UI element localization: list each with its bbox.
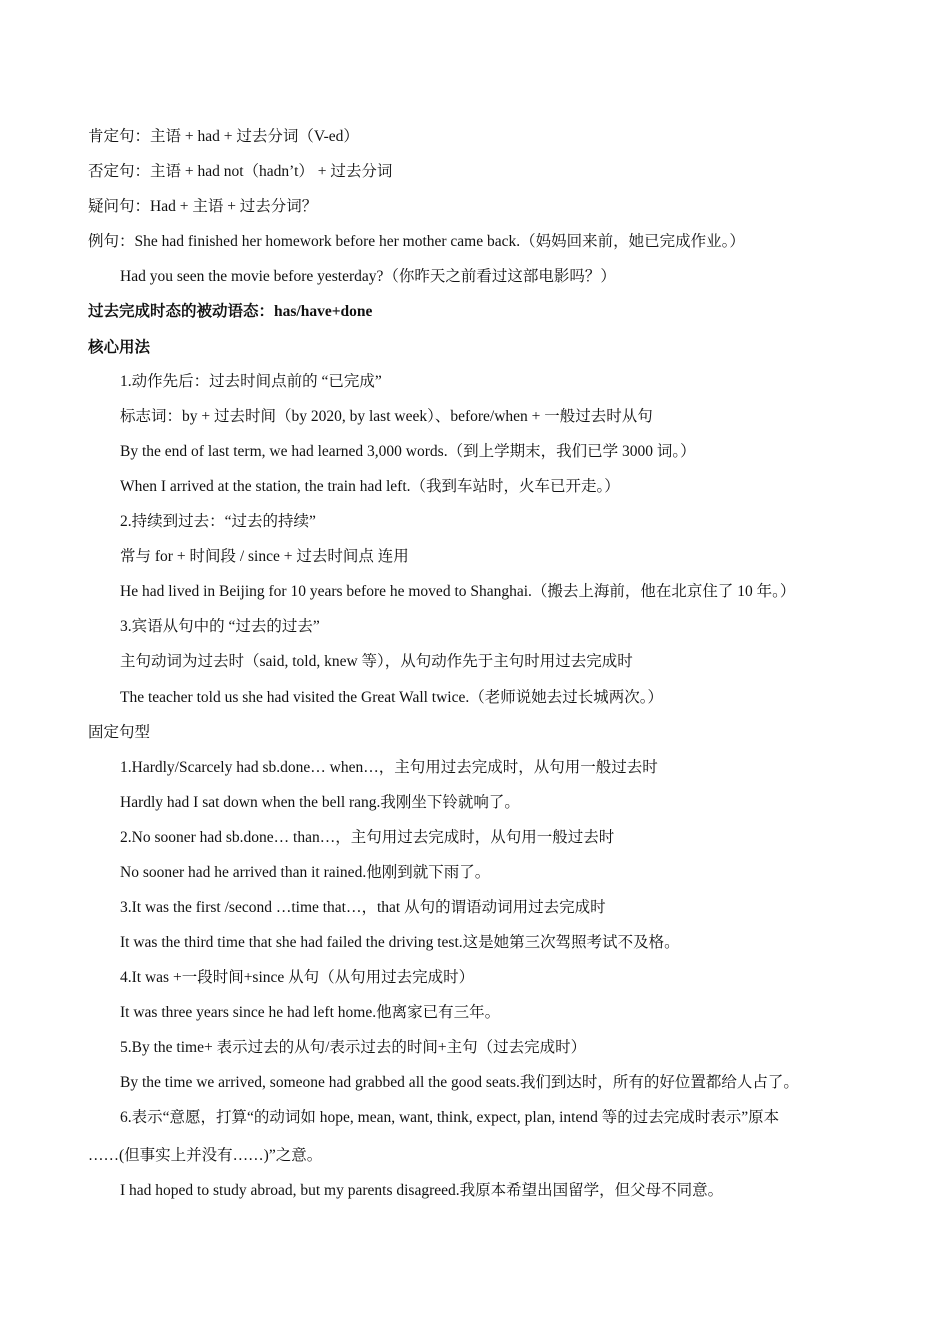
text-line: 2.No sooner had sb.done… than…，主句用过去完成时，从句用一般过去时 — [120, 829, 615, 846]
text-line: I had hoped to study abroad, but my parents disagreed.我原本希望出国留学，但父母不同意。 — [120, 1182, 724, 1199]
text-line: The teacher told us she had visited the Great Wall twice.（老师说她去过长城两次。） — [120, 689, 664, 706]
text-line: 2.持续到过去：“过去的持续” — [120, 513, 316, 530]
section-heading: 固定句型 — [88, 724, 151, 741]
text-line: By the time we arrived, someone had grabbed all the good seats.我们到达时，所有的好位置都给人占了。 — [120, 1074, 799, 1091]
text-line: ……(但事实上并没有……)”之意。 — [88, 1147, 323, 1164]
text-line: It was the third time that she had failed the driving test.这是她第三次驾照考试不及格。 — [120, 934, 680, 951]
text-line: Hardly had I sat down when the bell rang.我刚坐下铃就响了。 — [120, 794, 520, 811]
text-line: 1.动作先后：过去时间点前的 “已完成” — [120, 373, 382, 390]
text-line: 疑问句：Had + 主语 + 过去分词？ — [88, 198, 318, 215]
text-line: 主句动词为过去时（said, told, knew 等），从句动作先于主句时用过去完成时 — [120, 653, 633, 670]
text-line: No sooner had he arrived than it rained.他刚到就下雨了。 — [120, 864, 491, 881]
text-line: 1.Hardly/Scarcely had sb.done… when…，主句用过去完成时，从句用一般过去时 — [120, 759, 658, 776]
text-line: 例句：She had finished her homework before her mother came back.（妈妈回来前，她已完成作业。） — [88, 233, 745, 250]
text-line: 4.It was +一段时间+since 从句（从句用过去完成时） — [120, 969, 475, 986]
section-heading: 过去完成时态的被动语态：has/have+done — [88, 303, 373, 320]
text-line: By the end of last term, we had learned 3,000 words.（到上学期末，我们已学 3000 词。） — [120, 443, 696, 460]
text-line: 3.It was the first /second …time that…，that 从句的谓语动词用过去完成时 — [120, 899, 606, 916]
text-line: 6.表示“意愿，打算“的动词如 hope, mean, want, think, expect, plan, intend 等的过去完成时表示”原本 — [120, 1109, 780, 1126]
text-line: When I arrived at the station, the train had left.（我到车站时，火车已开走。） — [120, 478, 620, 495]
text-line: Had you seen the movie before yesterday?（你昨天之前看过这部电影吗？） — [120, 268, 616, 285]
text-line: 标志词：by + 过去时间（by 2020, by last week）、before/when + 一般过去时从句 — [120, 408, 653, 425]
section-heading: 核心用法 — [88, 339, 151, 356]
text-line: 否定句：主语 + had not（hadn’t） + 过去分词 — [88, 163, 393, 180]
text-line: He had lived in Beijing for 10 years before he moved to Shanghai.（搬去上海前，他在北京住了 10 年。） — [120, 583, 796, 600]
text-line: 肯定句：主语 + had + 过去分词（V-ed） — [88, 128, 359, 145]
text-line: 3.宾语从句中的 “过去的过去” — [120, 618, 320, 635]
text-line: It was three years since he had left home.他离家已有三年。 — [120, 1004, 501, 1021]
text-line: 5.By the time+ 表示过去的从句/表示过去的时间+主句（过去完成时） — [120, 1039, 587, 1056]
text-line: 常与 for + 时间段 / since + 过去时间点 连用 — [120, 548, 409, 565]
